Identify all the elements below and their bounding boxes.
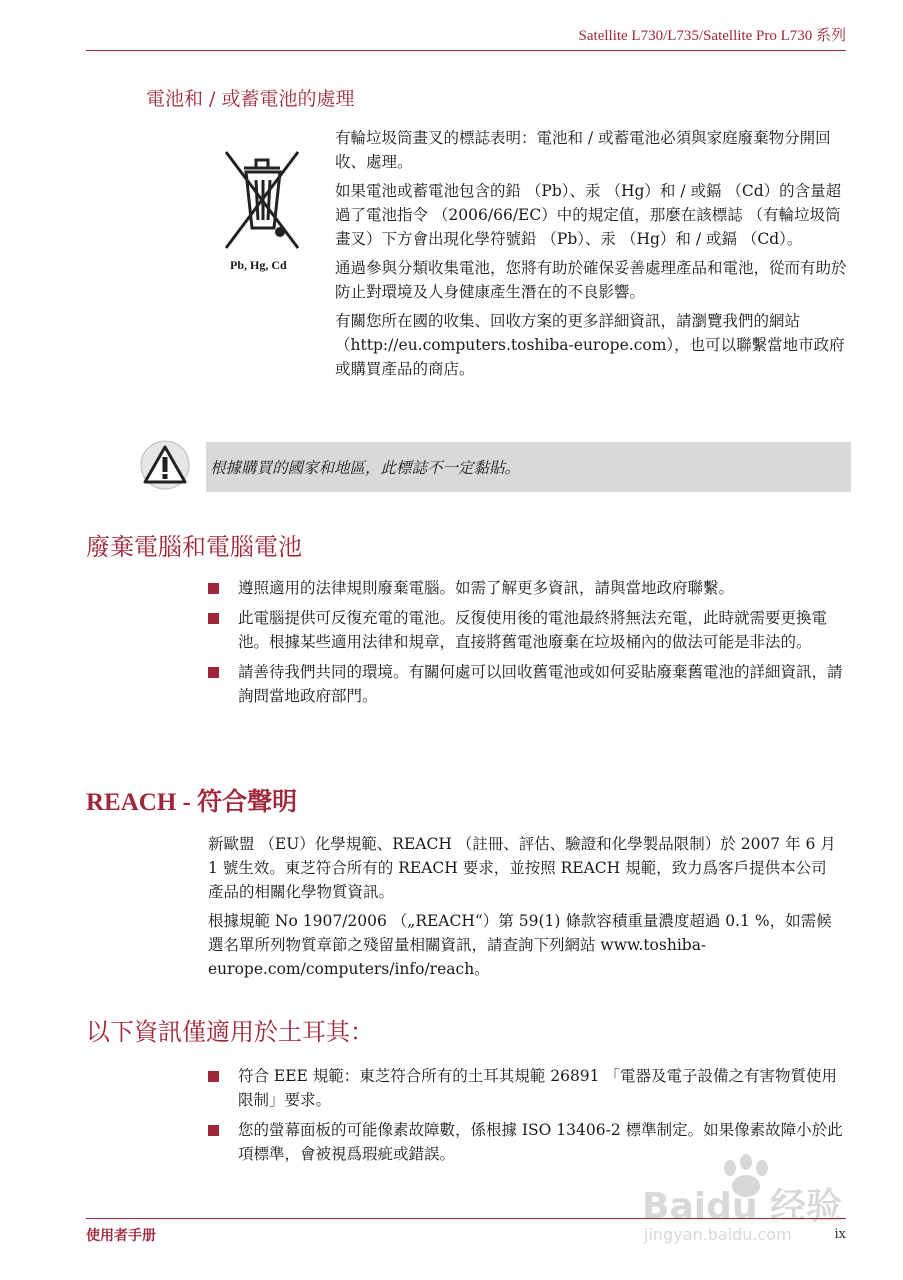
watermark-site: jingyan.baidu.com bbox=[644, 1225, 792, 1244]
page-number: ix bbox=[834, 1227, 846, 1242]
list-item: 此電腦提供可反復充電的電池。反復使用後的電池最終將無法充電，此時就需要更換電池。根據某些適用法律和規章，直接將舊電池廢棄在垃圾桶內的做法可能是非法的。 bbox=[208, 606, 848, 654]
reach-paragraph: 新歐盟 （EU）化學規範、REACH （註冊、評估、驗證和化學製品限制）於 2007 年 6 月 1 號生效。東芝符合所有的 REACH 要求，並按照 REACH 規範，致力爲客戶提供本公司產品的相關化學物質資訊。 bbox=[208, 835, 836, 901]
bullet-square-icon bbox=[208, 1071, 219, 1082]
warning-icon bbox=[140, 440, 190, 490]
watermark-brand: Baidu 经验 bbox=[642, 1186, 843, 1227]
reach-heading: REACH - 符合聲明 bbox=[86, 789, 298, 816]
footer-rule bbox=[86, 1218, 846, 1219]
chemical-symbols-caption: Pb, Hg, Cd bbox=[230, 258, 287, 272]
bullet-square-icon bbox=[208, 613, 219, 624]
list-item: 請善待我們共同的環境。有關何處可以回收舊電池或如何妥貼廢棄舊電池的詳細資訊，請詢問當地政府部門。 bbox=[208, 660, 848, 708]
list-item: 符合 EEE 規範：東芝符合所有的土耳其規範 26891 「電器及電子設備之有害物質使用限制」要求。 bbox=[208, 1064, 848, 1112]
disposal-list bbox=[208, 576, 848, 714]
reach-paragraphs bbox=[208, 832, 840, 986]
header-rule bbox=[86, 50, 846, 51]
baidu-watermark-logo bbox=[642, 1150, 852, 1245]
list-item: 您的螢幕面板的可能像素故障數，係根據 ISO 13406-2 標準制定。如果像素故障小於此項標準，會被視爲瑕疵或錯誤。 bbox=[208, 1118, 848, 1166]
crossed-wheelie-bin-icon bbox=[222, 148, 302, 258]
battery-paragraph: 有輪垃圾筒畫叉的標誌表明：電池和 / 或蓄電池必須與家庭廢棄物分開回收、處理。 bbox=[335, 129, 831, 171]
note-text: 根據購買的國家和地區，此標誌不一定黏貼。 bbox=[210, 459, 521, 477]
battery-paragraph: 如果電池或蓄電池包含的鉛 （Pb）、汞 （Hg）和 / 或鎘 （Cd）的含量超過了電池指令 （2006/66/EC）中的規定值，那麼在該標誌 （有輪垃圾筒畫叉）下方會出現化學符號鉛 （Pb）、汞 （Hg）和 / 或鎘 （Cd）。 bbox=[335, 182, 842, 248]
computer-disposal-heading: 廢棄電腦和電腦電池 bbox=[86, 533, 302, 561]
bullet-square-icon bbox=[208, 583, 219, 594]
battery-disposal-heading: 電池和 / 或蓄電池的處理 bbox=[146, 88, 355, 110]
battery-paragraph: 有關您所在國的收集、回收方案的更多詳細資訊，請瀏覽我們的網站 （http://eu.computers.toshiba-europe.com），也可以聯繫當地市政府或購買產品的商店。 bbox=[335, 312, 845, 378]
reach-paragraph: 根據規範 No 1907/2006 （„REACH“）第 59(1) 條款容積重量濃度超過 0.1 %，如需候選名單所列物質章節之殘留量相關資訊，請查詢下列網站 www.toshiba-europe.com/computers/info/reach。 bbox=[208, 912, 832, 978]
running-header: Satellite L730/L735/Satellite Pro L730 系列 bbox=[578, 28, 846, 44]
battery-paragraph: 通過參與分類收集電池，您將有助於確保妥善處理產品和電池，從而有助於防止對環境及人身健康產生潛在的不良影響。 bbox=[335, 259, 847, 301]
list-item: 遵照適用的法律規則廢棄電腦。如需了解更多資訊，請與當地政府聯繫。 bbox=[208, 576, 848, 600]
turkey-heading: 以下資訊僅適用於土耳其： bbox=[86, 1018, 374, 1046]
bullet-square-icon bbox=[208, 667, 219, 678]
battery-paragraphs bbox=[335, 126, 850, 386]
bullet-square-icon bbox=[208, 1125, 219, 1136]
footer-manual-title: 使用者手册 bbox=[86, 1228, 156, 1244]
